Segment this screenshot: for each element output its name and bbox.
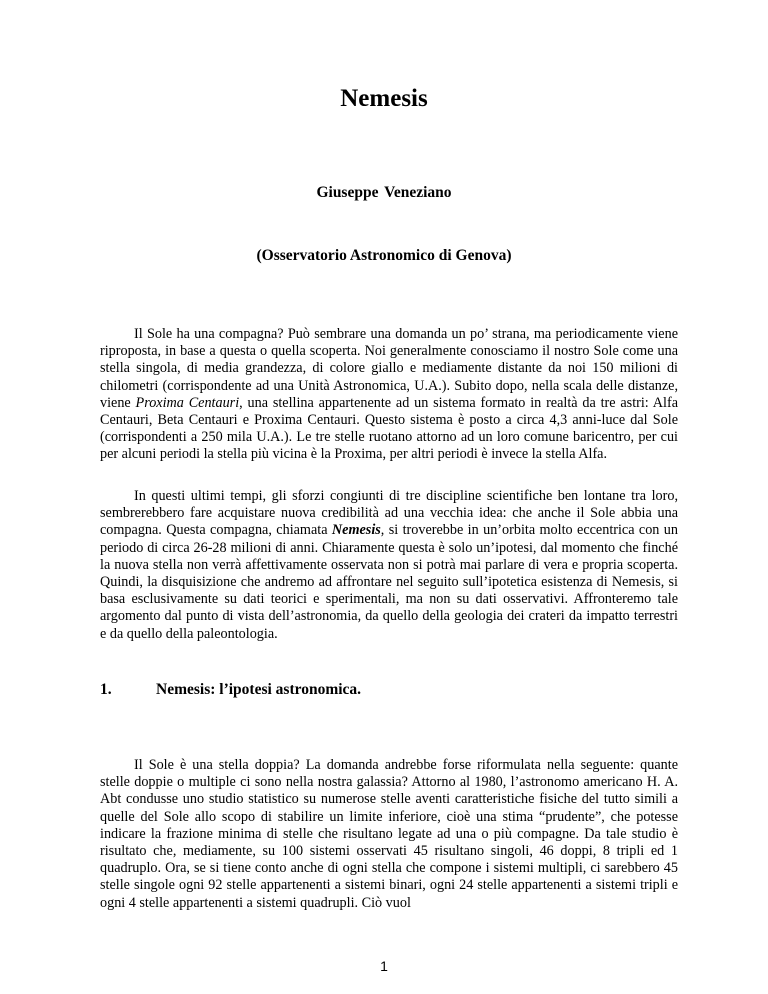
author-affiliation: (Osservatorio Astronomico di Genova) xyxy=(256,247,512,264)
paragraph-text: , una stellina appartenente ad un sistema formato in realtà da tre astri: Alfa Centauri, Beta Centauri e Proxima Centauri. Questo sistema è posto a circa 4,3 anni-luce dal Sole (corrispondenti a 250 mila U.A.). Le tre stelle ruotano attorno ad un loro comune baricentro, per cui per alcuni periodi la stella più vicina è la Proxima, per altri periodi è invece la stella Alfa. xyxy=(100,394,678,463)
section-number: 1. xyxy=(100,681,112,698)
section-title: Nemesis: l’ipotesi astronomica. xyxy=(156,681,362,698)
intro-paragraph-1 xyxy=(100,326,678,464)
paragraph-text: , si troverebbe in un’orbita molto eccentrica con un periodo di circa 26-28 milioni di anni. Chiaramente questa è solo un’ipotesi, dal momento che finché la nuova stella non verrà affettivamente osservata non si potrà mai parlare di vera e propria scoperta. Quindi, la disquisizione che andremo ad affrontare nel seguito sull’ipotetica esistenza di Nemesis, si basa esclusivamente su dati teorici e sperimentali, ma non su dati osservativi. Affronteremo tale argomento dal punto di vista dell’astronomia, da quello della geologia dei crateri da impatto terrestri e da quello della paleontologia. xyxy=(100,522,678,642)
section-heading xyxy=(100,680,361,700)
italic-term: Proxima Centauri xyxy=(135,394,240,411)
intro-paragraph-2 xyxy=(100,488,678,643)
bold-italic-term: Nemesis xyxy=(331,522,381,539)
document-title: Nemesis xyxy=(340,85,428,112)
section-paragraph-1: Il Sole è una stella doppia? La domanda andrebbe forse riformulata nella seguente: quante stelle doppie o multiple ci sono nella nostra galassia? Attorno al 1980, l’astronomo americano H. A. Abt condusse uno studio statistico su numerose stelle aventi caratteristiche fisiche del tutto simili a quelle del Sole allo scopo di stabilire un limite inferiore, cioè una stima “prudente”, che potesse indicare la frazione minima di stelle che risultano legate ad una o più compagne. Da tale studio è risultato che, mediamente, su 100 sistemi osservati 45 risultano singoli, 46 doppi, 8 tripli ed 1 quadruplo. Ora, se si tiene conto anche di ogni stella che compone i sistemi multipli, ci sarebbero 45 stelle singole ogni 92 stelle appartenenti a sistemi binari, ogni 24 stelle appartenenti a sistemi tripli e ogni 4 stelle appartenenti a sistemi quadrupli. Ciò vuol xyxy=(100,757,678,911)
author-name: Giuseppe Veneziano xyxy=(316,184,452,201)
paragraph-text: In questi ultimi tempi, gli sforzi congiunti di tre discipline scientifiche ben lontane tra loro, sembrerebbero fare acquistare nuova credibilità ad una vecchia idea: che anche il Sole abbia una compagna. Questa compagna, chiamata xyxy=(100,488,678,539)
paragraph-text: Il Sole ha una compagna? Può sembrare una domanda un po’ strana, ma periodicamente viene riproposta, in base a questa o quella scoperta. Noi generalmente conosciamo il nostro Sole come una stella singola, di media grandezza, di colore giallo e mediamente distante da noi 150 milioni di chilometri (corrispondente ad una Unità Astronomica, U.A.). Subito dopo, nella scala delle distanze, viene xyxy=(100,326,678,411)
page-number: 1 xyxy=(380,958,388,974)
